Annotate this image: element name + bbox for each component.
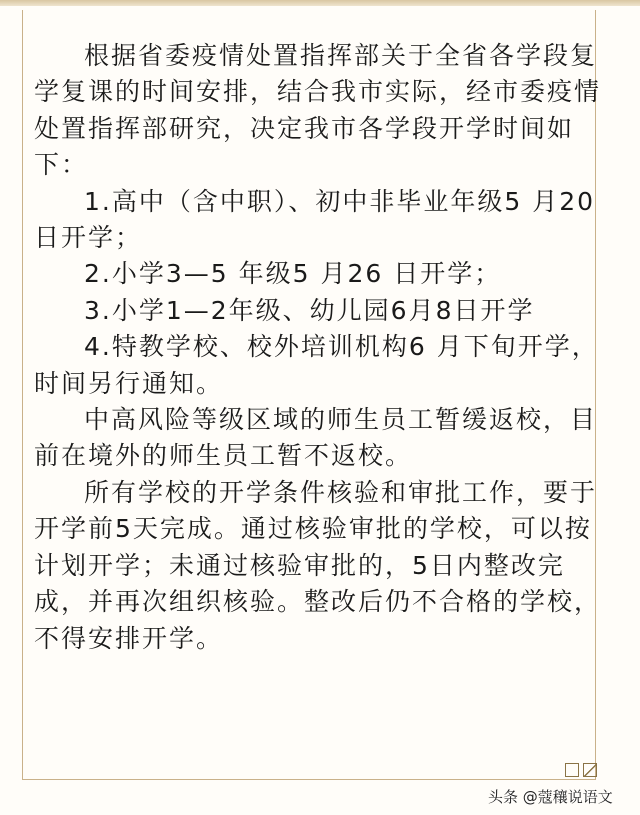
watermark: 头条 @蔻穰说语文 [488,788,613,806]
corner-ornament-icon [565,763,599,777]
item-high-school: 1.高中（含中职）、初中非毕业年级5 月20 日开学； [34,186,596,253]
item-primary-3-5: 2.小学3—5 年级5 月26 日开学； [84,259,502,289]
risk-area-paragraph: 中高风险等级区域的师生员工暂缓返校，目前在境外的师生员工暂不返校。 [34,405,598,471]
item-primary-1-2: 3.小学1—2年级、幼儿园6月8日开学 [84,295,535,325]
notice-body [34,38,614,657]
intro-paragraph: 根据省委疫情处置指挥部关于全省各学段复学复课的时间安排，结合我市实际，经市委疫情处置指挥部研究，决定我市各学段开学时间如下： [34,41,602,180]
item-special-schools: 4.特教学校、校外培训机构6 月下旬开学，时间另行通知。 [34,332,599,398]
inspection-paragraph: 所有学校的开学条件核验和审批工作，要于开学前5天完成。通过核验审批的学校，可以按计划开学；未通过核验审批的，5日内整改完成，并再次组织核验。整改后仍不合格的学校，不得安排开学。 [34,477,602,653]
top-border [0,0,640,6]
